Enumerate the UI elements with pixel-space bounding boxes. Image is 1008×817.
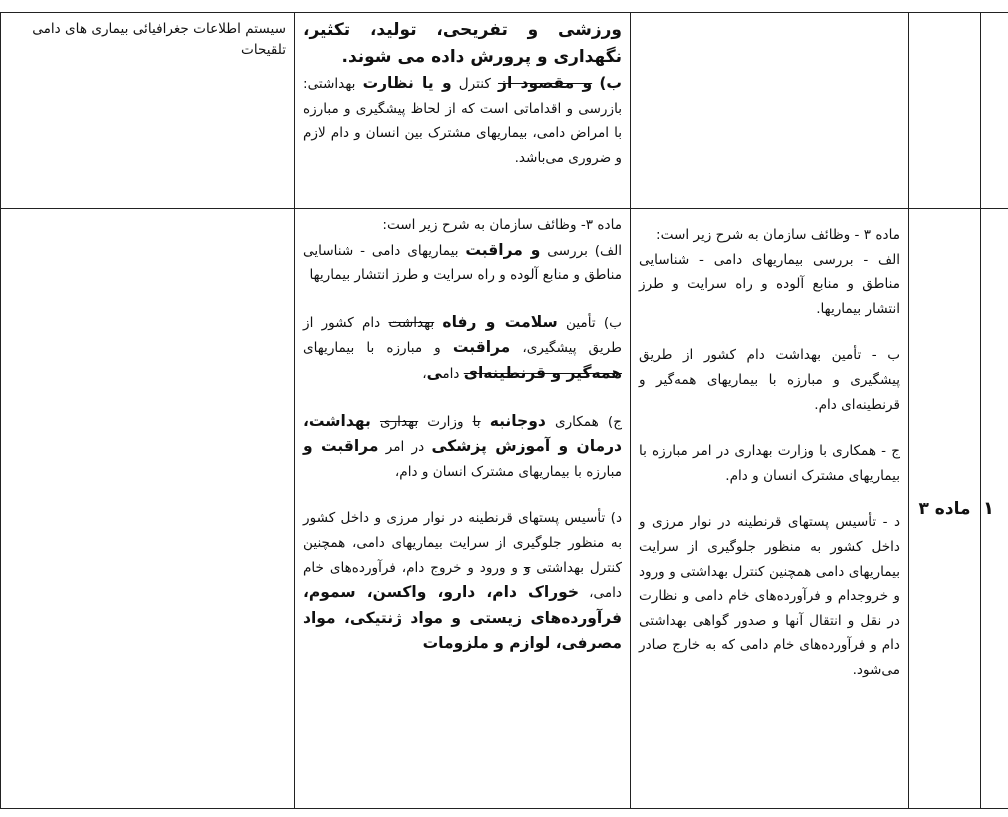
notes-cell-top bbox=[1, 13, 295, 209]
current-clause-be: ب - تأمین بهداشت دام کشور از طریق پیشگیری و مبارزه با بیماریهای همه‌گیر و قرنطینه‌ای دام. bbox=[639, 347, 900, 413]
proposed-header: ماده ۳- وظائف سازمان به شرح زیر است: bbox=[382, 217, 622, 233]
article-cell bbox=[909, 209, 981, 809]
struck-text: با bbox=[472, 413, 481, 430]
clause-text: در امر bbox=[385, 439, 425, 456]
clause-text: کنترل bbox=[458, 76, 491, 92]
clause-text: مبارزه با بیماریهای مشترک انسان و دام، bbox=[394, 463, 622, 480]
table-row-article-3 bbox=[1, 209, 1008, 809]
proposed-clause-dal bbox=[303, 506, 622, 657]
current-cell-top bbox=[631, 13, 909, 209]
table-row-top bbox=[1, 13, 1008, 209]
added-text: سلامت و رفاه bbox=[442, 312, 558, 331]
struck-text: و مقصود از bbox=[498, 74, 593, 92]
row-number: ۱ bbox=[983, 498, 994, 519]
proposed-clause-alef bbox=[303, 238, 622, 288]
current-clause-jim: ج - همکاری با وزارت بهداری در امر مبارزه با بیماریهای مشترک انسان و دام. bbox=[639, 443, 900, 484]
clause-text: ، bbox=[422, 365, 427, 382]
amendment-table bbox=[0, 12, 1008, 809]
added-text: و مراقبت bbox=[465, 240, 541, 259]
proposed-cell-top bbox=[295, 13, 631, 209]
article-cell-top bbox=[909, 13, 981, 209]
added-text: ی bbox=[426, 363, 443, 382]
current-clause-dal: د - تأسیس پستهای قرنطینه در نوار مرزی و داخل کشور به منظور جلوگیری از سرایت بیماریهای دامی همچنین کنترل بهداشتی و ورود و خروجدام و فرآورده‌های خام دامی و نظارت در نقل و انتقال آنها و صدور گواهی بهداشتی دام و فرآورده‌های خام دامی که به خارج صادر می‌شود. bbox=[639, 514, 900, 678]
clause-text: الف) بررسی bbox=[547, 242, 623, 259]
added-text: بهداشت، درمان و آموزش پزشکی bbox=[303, 411, 623, 456]
struck-text: و bbox=[523, 559, 531, 576]
notes-line-gis: سیستم اطلاعات جغرافیائی بیماری های دامی bbox=[32, 21, 286, 37]
clause-text: و ورود و خروج دام، فرآورده‌های خام دامی، bbox=[303, 559, 622, 602]
clause-text: بهداشتی: bbox=[303, 76, 356, 92]
proposed-clause-jim bbox=[303, 409, 622, 485]
added-text: و یا نظارت bbox=[362, 74, 452, 92]
clause-text: و مبارزه با بیماریهای bbox=[303, 340, 441, 357]
struck-text: همه‌گیر و قرنطینه‌ای bbox=[463, 363, 622, 382]
rownum-cell-top bbox=[981, 13, 1008, 209]
struck-text: بهداشت bbox=[388, 314, 435, 331]
clause-text: وزارت bbox=[427, 413, 464, 430]
proposed-continuation-text: ورزشی و تفریحی، تولید، تکثیر، نگهداری و پرورش داده می شوند. bbox=[303, 20, 622, 67]
clause-body: بازرسی و اقداماتی است که از لحاظ پیشگیری و مبارزه با امراض دامی، بیماریهای مشترک بین انسان و دام لازم و ضروری می‌باشد. bbox=[303, 100, 622, 166]
added-text: مراقبت و bbox=[303, 437, 379, 456]
clause-text: ب) تأمین bbox=[565, 314, 622, 331]
notes-line-vaccination: تلقیحات bbox=[241, 42, 286, 58]
row-number-cell bbox=[981, 209, 1008, 809]
notes-cell-main bbox=[1, 209, 295, 809]
added-text: مراقبت bbox=[452, 338, 511, 357]
clause-text: دام کشور از طریق پیشگیری، bbox=[303, 314, 622, 357]
clause-text: دام bbox=[442, 365, 460, 382]
proposed-clause-be bbox=[303, 71, 622, 170]
proposed-clause-be bbox=[303, 310, 622, 387]
current-header: ماده ۳ - وظائف سازمان به شرح زیر است: bbox=[656, 227, 900, 243]
clause-text: ج) همکاری bbox=[554, 413, 622, 430]
current-cell-main bbox=[631, 209, 909, 809]
struck-text: بهداری bbox=[379, 413, 419, 430]
proposed-cell-main bbox=[295, 209, 631, 809]
clause-text: د) تأسیس پستهای قرنطینه در نوار مرزی و داخل کشور به منظور جلوگیری از سرایت بیماریهای دامی، همچنین کنترل بهداشتی bbox=[303, 510, 622, 576]
current-clause-alef: الف - بررسی بیماریهای دامی - شناسایی مناطق و منابع آلوده و راه سرایت و طرز انتشار بیماریها. bbox=[639, 251, 900, 317]
article-label: ماده ۳ bbox=[918, 498, 971, 519]
clause-text: بیماریهای دامی - شناسایی مناطق و منابع آلوده و راه سرایت و طرز انتشار بیماریها bbox=[303, 242, 622, 284]
added-text: دوجانبه bbox=[489, 411, 546, 430]
added-text: خوراک دام، دارو، واکسن، سموم، فرآورده‌های زیستی و مواد ژنتیکی، مواد مصرفی، لوازم و ملزومات bbox=[303, 583, 622, 653]
clause-label: ب) bbox=[599, 74, 622, 92]
